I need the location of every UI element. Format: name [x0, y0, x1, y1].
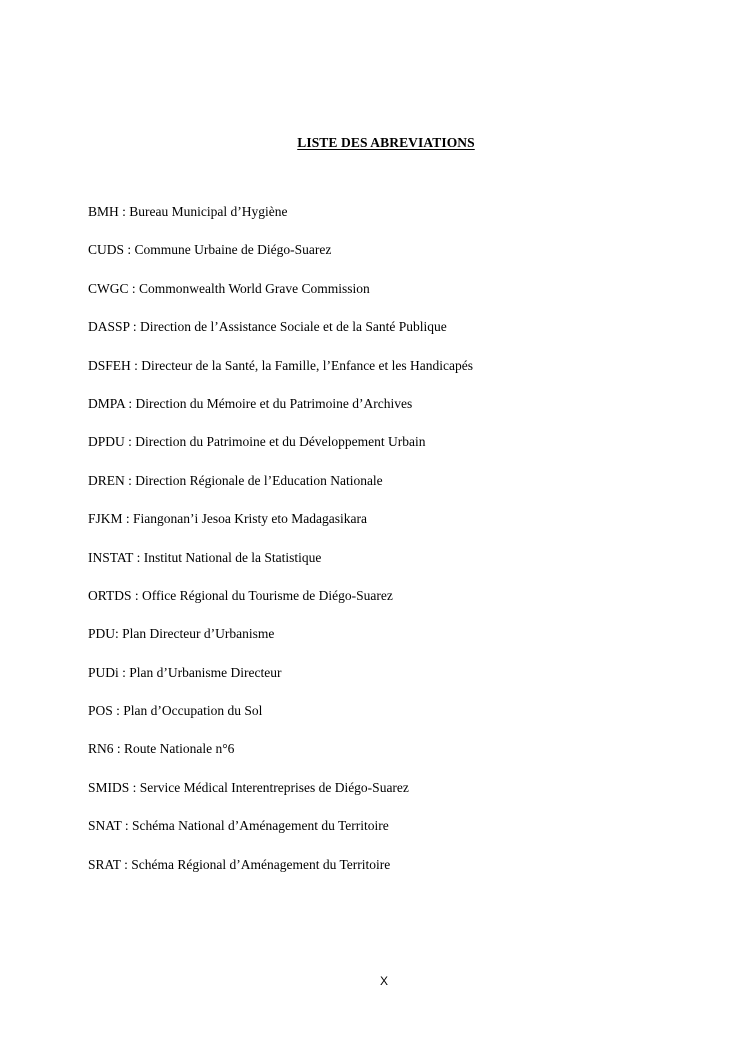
abbreviation-meaning: Route Nationale n°6: [124, 741, 235, 757]
abbreviation-item: [88, 856, 473, 894]
abbreviation-separator: :: [133, 549, 144, 565]
abbreviation-code: SNAT: [88, 818, 122, 834]
abbreviation-meaning: Plan d’Occupation du Sol: [123, 703, 263, 719]
abbreviation-meaning: Plan d’Urbanisme Directeur: [129, 664, 282, 680]
abbreviation-item: [88, 779, 473, 817]
abbreviation-separator: :: [125, 395, 136, 411]
abbreviation-item: [88, 357, 473, 395]
abbreviation-separator: :: [120, 856, 132, 872]
abbreviation-separator: :: [121, 818, 133, 834]
page-number: X: [379, 974, 388, 988]
abbreviation-meaning: Direction du Patrimoine et du Développement Urbain: [135, 434, 426, 450]
abbreviation-code: DREN: [88, 472, 125, 488]
abbreviation-code: CUDS: [88, 242, 125, 258]
abbreviation-meaning: Direction du Mémoire et du Patrimoine d’Archives: [135, 395, 413, 411]
abbreviation-item: [88, 510, 473, 548]
abbreviation-item: [88, 395, 473, 433]
abbreviation-code: FJKM: [88, 511, 123, 527]
abbreviation-item: [88, 280, 473, 318]
abbreviation-meaning: Schéma Régional d’Aménagement du Territoire: [131, 856, 391, 872]
abbreviation-code: SRAT: [88, 856, 121, 872]
abbreviation-separator: :: [122, 511, 134, 527]
abbreviation-code: DMPA: [88, 395, 126, 411]
abbreviation-code: CWGC: [88, 280, 129, 296]
abbreviation-item: [88, 472, 473, 510]
abbreviation-code: PUDi: [88, 664, 119, 680]
abbreviation-separator: :: [130, 357, 142, 373]
abbreviation-item: [88, 587, 473, 625]
abbreviation-item: [88, 549, 473, 587]
abbreviation-item: [88, 664, 473, 702]
abbreviation-separator: :: [112, 703, 124, 719]
abbreviation-separator: :: [129, 319, 141, 335]
abbreviation-meaning: Direction de l’Assistance Sociale et de la Santé Publique: [140, 319, 447, 335]
abbreviation-separator: :: [128, 280, 140, 296]
abbreviation-meaning: Fiangonan’i Jesoa Kristy eto Madagasikara: [133, 511, 367, 527]
abbreviation-separator: :: [115, 626, 123, 642]
abbreviation-item: [88, 702, 473, 740]
abbreviation-code: DASSP: [88, 319, 130, 335]
abbreviation-meaning: Direction Régionale de l’Education Nationale: [135, 472, 383, 488]
abbreviation-code: INSTAT: [88, 549, 134, 565]
abbreviation-code: PDU: [88, 626, 116, 642]
abbreviation-separator: :: [118, 664, 130, 680]
abbreviation-code: ORTDS: [88, 587, 132, 603]
abbreviation-separator: :: [118, 204, 130, 219]
abbreviation-separator: :: [113, 741, 125, 757]
abbreviation-code: RN6: [88, 741, 114, 757]
abbreviation-code: DSFEH: [88, 357, 131, 373]
abbreviation-meaning: Plan Directeur d’Urbanisme: [122, 626, 275, 642]
abbreviation-item: [88, 241, 473, 279]
page-title: LISTE DES ABREVIATIONS: [297, 135, 475, 151]
abbreviation-item: [88, 817, 473, 855]
abbreviation-meaning: Commonwealth World Grave Commission: [139, 280, 370, 296]
abbreviation-separator: :: [129, 779, 140, 795]
abbreviation-item: [88, 740, 473, 778]
abbreviation-item: [88, 318, 473, 356]
abbreviation-separator: :: [124, 434, 136, 450]
abbreviation-code: DPDU: [88, 434, 125, 450]
abbreviation-separator: :: [131, 587, 142, 603]
abbreviation-code: POS: [88, 703, 113, 719]
abbreviation-meaning: Commune Urbaine de Diégo-Suarez: [134, 242, 332, 258]
abbreviation-code: BMH: [88, 204, 119, 219]
abbreviation-item: [88, 625, 473, 663]
abbreviation-meaning: Directeur de la Santé, la Famille, l’Enfance et les Handicapés: [141, 357, 474, 373]
abbreviation-item: [88, 433, 473, 471]
abbreviation-separator: :: [124, 472, 136, 488]
abbreviation-meaning: Bureau Municipal d’Hygiène: [129, 204, 288, 219]
abbreviation-separator: :: [124, 242, 135, 258]
abbreviation-meaning: Schéma National d’Aménagement du Territoire: [132, 818, 389, 834]
abbreviation-meaning: Institut National de la Statistique: [143, 549, 322, 565]
abbreviation-meaning: Office Régional du Tourisme de Diégo-Suarez: [141, 587, 393, 603]
abbreviation-code: SMIDS: [88, 779, 130, 795]
abbreviation-list: [88, 203, 473, 894]
abbreviation-item: [88, 203, 473, 241]
abbreviation-meaning: Service Médical Interentreprises de Diégo-Suarez: [139, 779, 409, 795]
